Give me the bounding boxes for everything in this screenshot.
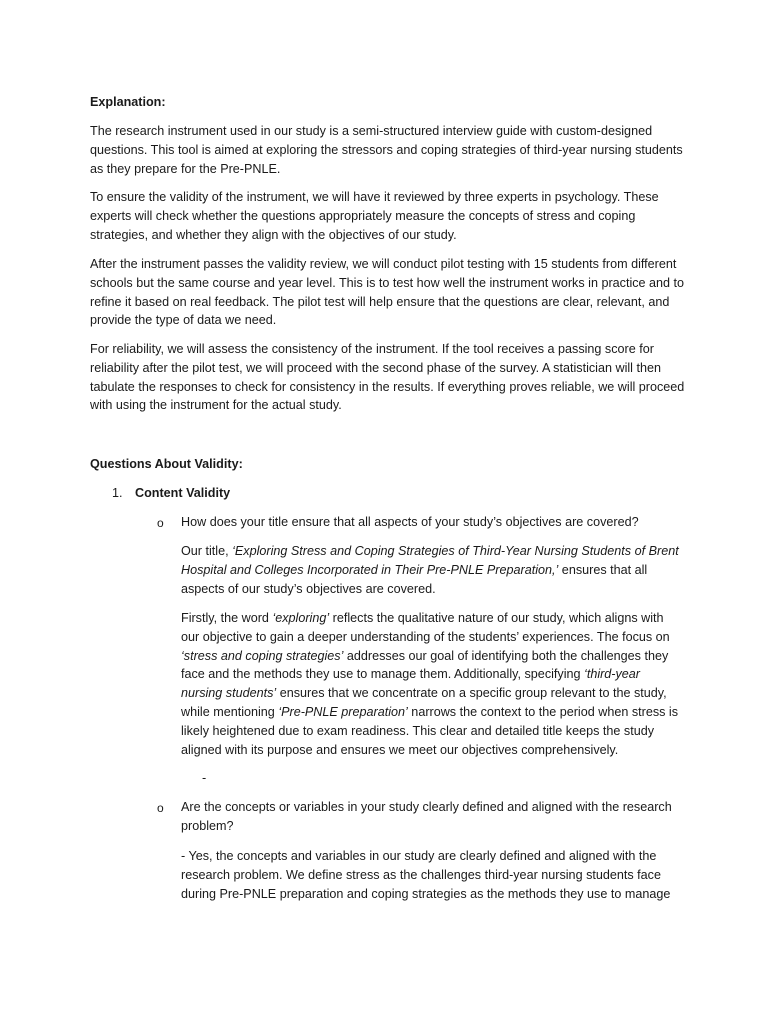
answer-1-paragraph (181, 542, 681, 598)
explanation-paragraph-2: To ensure the validity of the instrument, we will have it reviewed by three experts in psychology. These experts will check whether the questions appropriately measure the concepts of stress and coping strategies, and whether they align with the objectives of our study. (90, 190, 659, 242)
bullet-icon: o (157, 516, 164, 530)
answer-1-prefix: Our title, (181, 544, 233, 558)
explanation-paragraph-1: The research instrument used in our study is a semi-structured interview guide with custom-designed questions. This tool is aimed at exploring the stressors and coping strategies of third-year nursing students as they prepare for the Pre-PNLE. (90, 124, 683, 176)
bullet-icon: o (157, 801, 164, 815)
answer-2-text: addresses our goal of identifying both the challenges they face and the methods they use to manage them. Additionally, specifying (181, 648, 669, 682)
answer-2-text: narrows the context to the period when stress is likely heightened due to exam readiness. This clear and detailed title keeps the study aligned with its purpose and ensures we meet our objectives comprehensively. (181, 704, 679, 757)
answer-2-italic: ‘exploring’ (272, 611, 330, 625)
question-2: Are the concepts or variables in your study clearly defined and aligned with the research problem? (181, 800, 672, 833)
content-validity-title: Content Validity (135, 486, 231, 500)
answer-3-paragraph: - Yes, the concepts and variables in our study are clearly defined and aligned with the research problem. We define stress as the challenges third-year nursing students face during Pre-PNLE preparation and coping strategies as the methods they use to manage (181, 849, 671, 901)
answer-2-italic: ‘stress and coping strategies’ (181, 648, 344, 663)
answer-1-suffix: ensures that all aspects of our study’s objectives are covered. (181, 562, 648, 596)
answer-2-paragraph (181, 609, 681, 759)
answer-2-text: Firstly, the word (181, 611, 273, 625)
answer-1-title: ‘Exploring Stress and Coping Strategies of Third-Year Nursing Students of Brent Hospital and Colleges Incorporated in Their Pre-PNLE Preparation,’ (181, 544, 679, 577)
answer-2-text: ensures that we concentrate on a specific group relevant to the study, while mentioning (181, 686, 667, 719)
dash-marker: - (202, 771, 207, 785)
explanation-paragraph-4: For reliability, we will assess the consistency of the instrument. If the tool receives a passing score for reliability after the pilot test, we will proceed with the second phase of the survey. A statistician will then tabulate the responses to check for consistency in the results. If everything proves reliable, we will proceed with using the instrument for the actual study. (90, 342, 685, 413)
question-1: How does your title ensure that all aspects of your study’s objectives are covered? (181, 515, 639, 529)
explanation-heading: Explanation: (90, 95, 166, 109)
explanation-paragraph-3: After the instrument passes the validity review, we will conduct pilot testing with 15 students from different schools but the same course and year level. This is to test how well the instrument works in practice and to refine it based on real feedback. The pilot test will help ensure that the questions are clear, relevant, and provide the type of data we need. (90, 257, 685, 328)
answer-2-italic: ‘third-year nursing students’ (181, 667, 641, 701)
validity-heading: Questions About Validity: (90, 457, 243, 471)
answer-2-italic: ‘Pre-PNLE preparation’ (278, 704, 408, 719)
answer-2-text: reflects the qualitative nature of our study, which aligns with our objective to gain a deeper understanding of the students’ experiences. The focus on (181, 611, 670, 644)
list-number: 1. (112, 486, 123, 500)
